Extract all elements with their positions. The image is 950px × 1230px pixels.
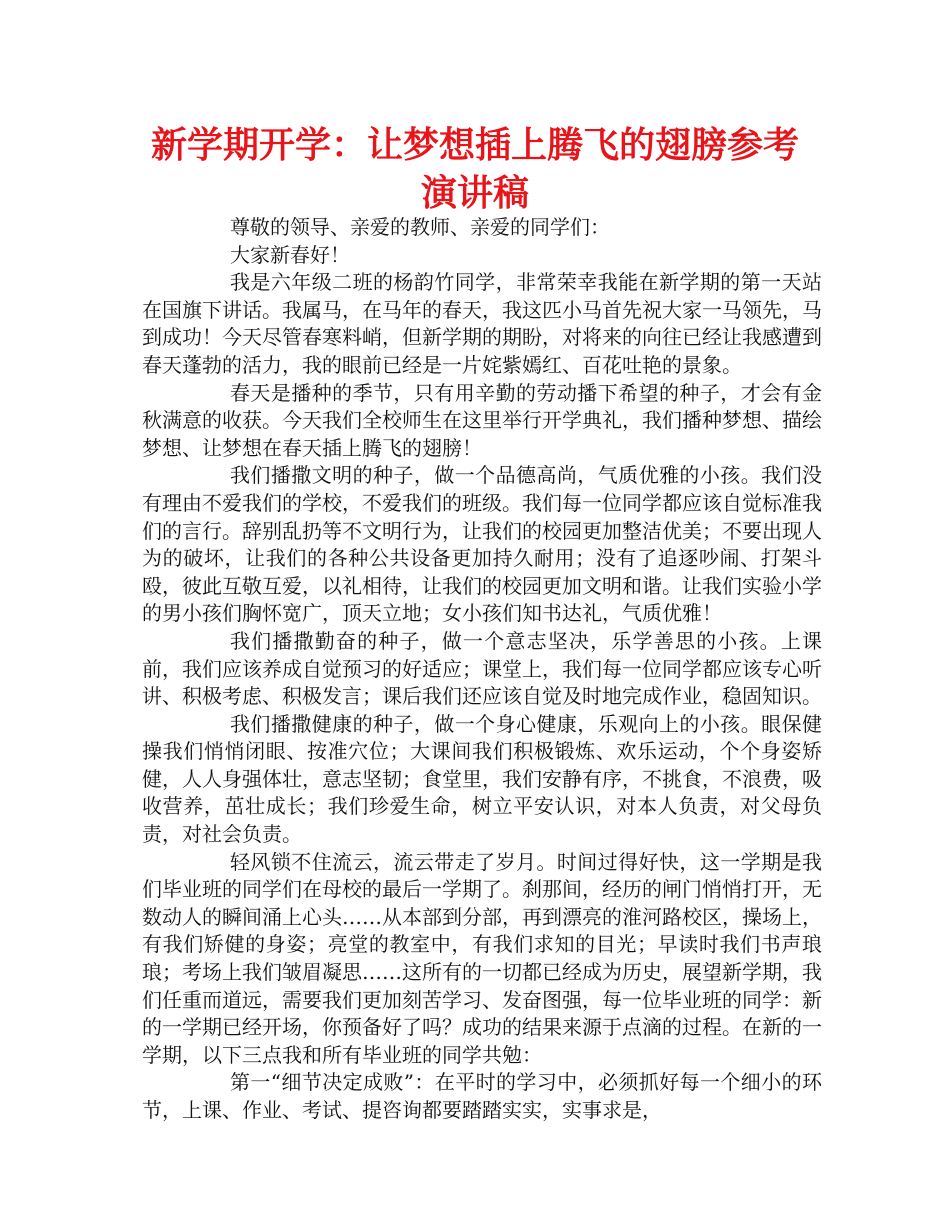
body-paragraph: 我们播撒文明的种子，做一个品德高尚，气质优雅的小孩。我们没有理由不爱我们的学校，不爱我们的班级。我们每一位同学都应该自觉标准我们的言行。辞别乱扔等不文明行为，让我们的校园更加整洁优美；不要出现人为的破坏，让我们的各种公共设备更加持久耐用；没有了追逐吵闹、打架斗殴，彼此互敬互爱，以礼相待，让我们的校园更加文明和谐。让我们实验小学的男小孩们胸怀宽广，顶天立地；女小孩们知书达礼，气质优雅！ <box>142 463 822 626</box>
greeting-paragraph: 大家新春好！ <box>230 242 350 267</box>
salutation-paragraph: 尊敬的领导、亲爱的教师、亲爱的同学们： <box>230 215 610 239</box>
body-paragraph: 我是六年级二班的杨韵竹同学，非常荣幸我能在新学期的第一天站在国旗下讲话。我属马，在马年的春天，我这匹小马首先祝大家一马领先，马到成功！今天尽管春寒料峭，但新学期的期盼，对将来的向往已经让我感遭到春天蓬勃的活力，我的眼前已经是一片姹紫嫣红、百花吐艳的景象。 <box>142 270 822 377</box>
document-title-line-1: 新学期开学：让梦想插上腾飞的翅膀参考 <box>150 125 799 166</box>
document-body <box>142 214 822 1125</box>
body-paragraph: 第一“细节决定成败”：在平时的学习中，必须抓好每一个细小的环节，上课、作业、考试、提咨询都要踏踏实实，实事求是， <box>142 1070 822 1122</box>
body-paragraph: 春天是播种的季节，只有用辛勤的劳动播下希望的种子，才会有金秋满意的收获。今天我们全校师生在这里举行开学典礼，我们播种梦想、描绘梦想、让梦想在春天插上腾飞的翅膀！ <box>142 380 822 460</box>
body-paragraph: 我们播撒健康的种子，做一个身心健康，乐观向上的小孩。眼保健操我们悄悄闭眼、按准穴位；大课间我们积极锻炼、欢乐运动，个个身姿矫健，人人身强体壮，意志坚韧；食堂里，我们安静有序，不挑食，不浪费，吸收营养，茁壮成长；我们珍爱生命，树立平安认识，对本人负责，对父母负责，对社会负责。 <box>142 711 822 847</box>
document-title-line-2: 演讲稿 <box>420 173 529 214</box>
body-paragraph: 我们播撒勤奋的种子，做一个意志坚决，乐学善思的小孩。上课前，我们应该养成自觉预习的好适应；课堂上，我们每一位同学都应该专心听讲、积极考虑、积极发言；课后我们还应该自觉及时地完成作业，稳固知识。 <box>142 628 822 709</box>
body-paragraph: 轻风锁不住流云，流云带走了岁月。时间过得好快，这一学期是我们毕业班的同学们在母校的最后一学期了。刹那间，经历的闸门悄悄打开，无数动人的瞬间涌上心头……从本部到分部，再到漂亮的淮河路校区，操场上，有我们矫健的身姿；亮堂的教室中，有我们求知的目光；早读时我们书声琅琅；考场上我们皱眉凝思……这所有的一切都已经成为历史，展望新学期，我们任重而道远，需要我们更加刻苦学习、发奋图强，每一位毕业班的同学：新的一学期已经开场，你预备好了吗？成功的结果来源于点滴的过程。在新的一学期，以下三点我和所有毕业班的同学共勉： <box>142 849 822 1067</box>
